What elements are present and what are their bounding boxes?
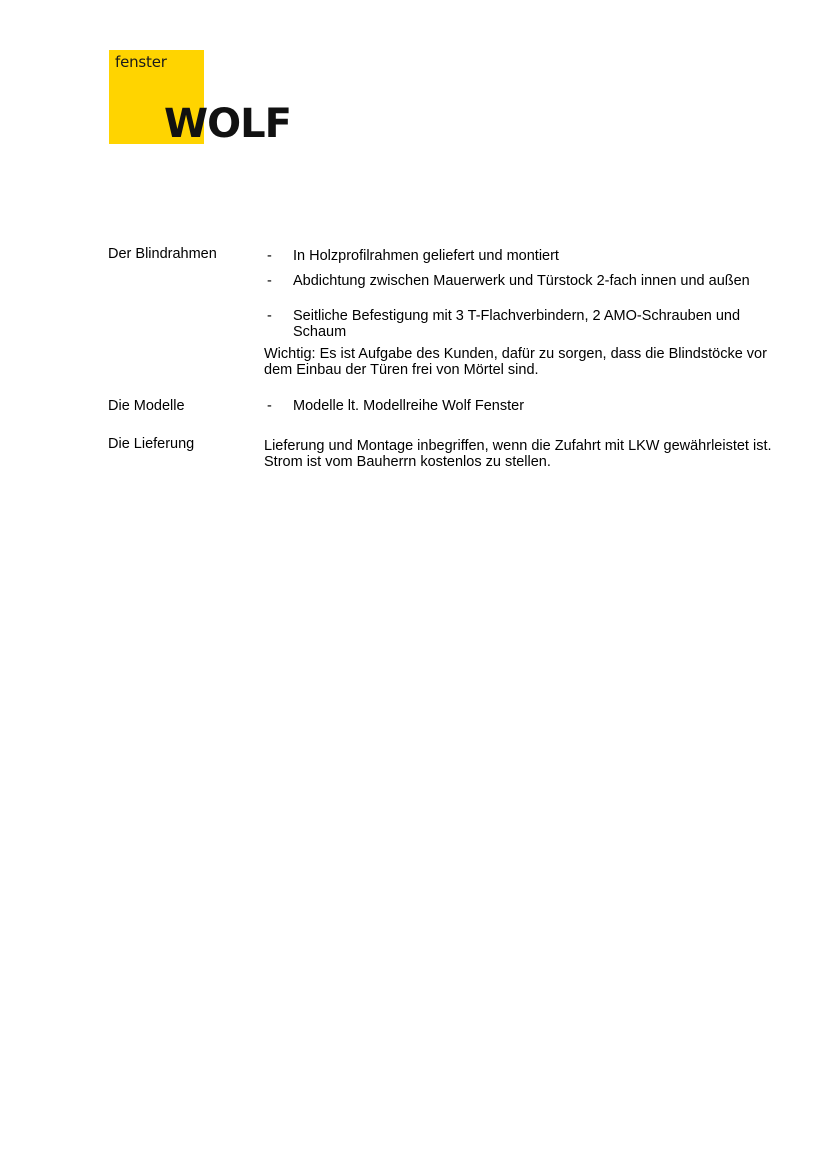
bullet-text: Modelle lt. Modellreihe Wolf Fenster [293, 398, 525, 414]
section-text: Lieferung und Montage inbegriffen, wenn die Zufahrt mit LKW gewährleistet ist. Strom ist vom Bauherrn kostenlos zu stellen. [264, 438, 772, 470]
section-label: Der Blindrahmen [108, 246, 217, 262]
bullet-text: Abdichtung zwischen Mauerwerk und Türstock 2-fach innen und außen [293, 273, 750, 289]
section-label: Die Modelle [108, 398, 185, 414]
logo-small-text: fenster [115, 53, 167, 71]
section-label: Die Lieferung [108, 436, 195, 452]
bullet-marker: - [267, 398, 272, 414]
bullet-marker: - [267, 273, 272, 289]
bullet-text: In Holzprofilrahmen geliefert und montiert [293, 248, 559, 264]
company-logo [109, 50, 289, 150]
bullet-marker: - [267, 248, 272, 264]
bullet-marker: - [267, 308, 272, 324]
logo-brand-text: WOLF [164, 101, 291, 147]
section-note: Wichtig: Es ist Aufgabe des Kunden, dafür zu sorgen, dass die Blindstöcke vor dem Einbau der Türen frei von Mörtel sind. [264, 346, 767, 378]
bullet-text: Seitliche Befestigung mit 3 T-Flachverbindern, 2 AMO-Schrauben und Schaum [293, 308, 741, 340]
